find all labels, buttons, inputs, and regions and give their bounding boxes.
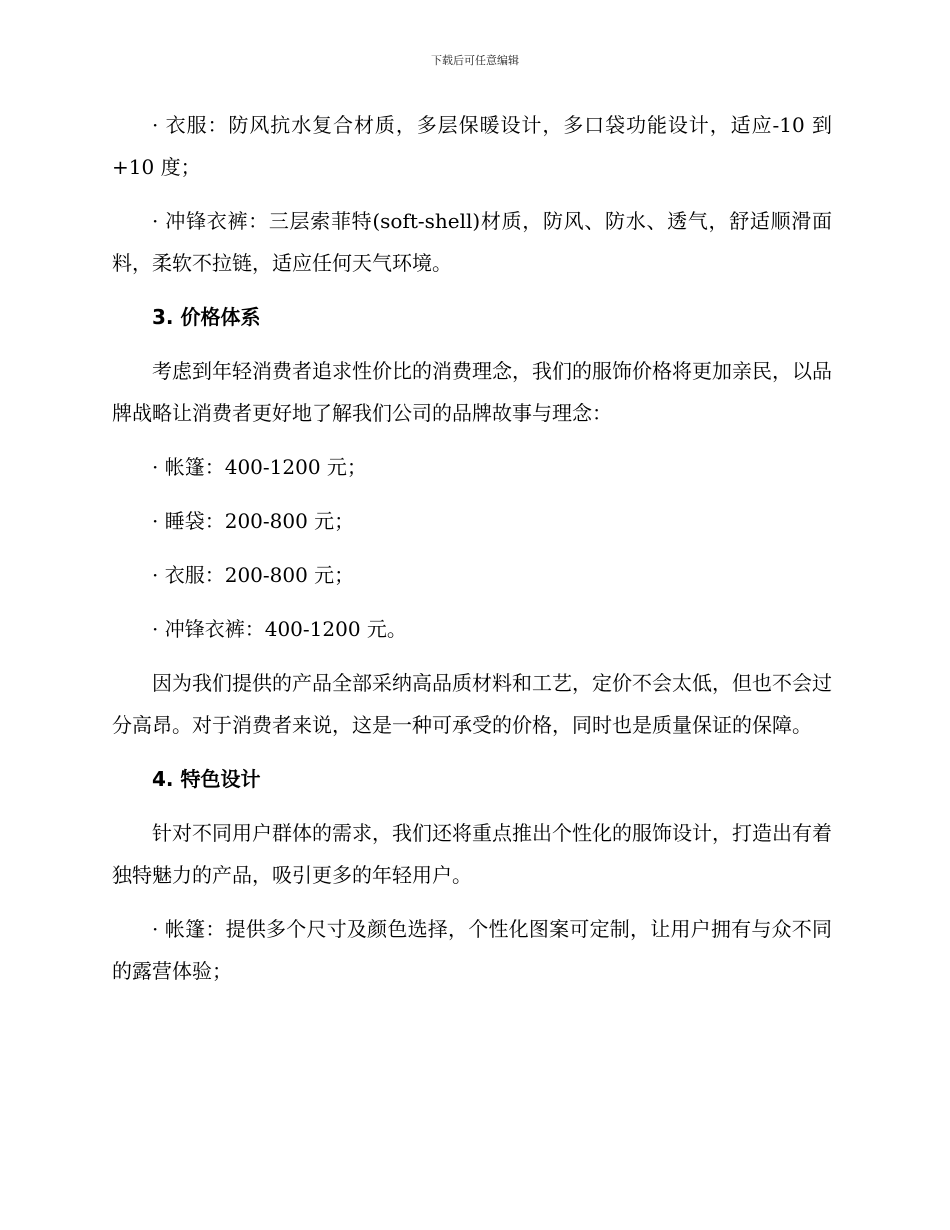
page-header: 下载后可任意编辑 xyxy=(431,54,519,67)
price-item-sleeping-bag: · 睡袋：200-800 元； xyxy=(152,509,355,533)
bullet-clothing-material: · 衣服：防风抗水复合材质，多层保暖设计，多口袋功能设计，适应-10 到 +10 度； xyxy=(112,113,832,179)
price-item-clothing: · 衣服：200-800 元； xyxy=(152,563,355,587)
price-item-tent: · 帐篷：400-1200 元； xyxy=(152,455,367,479)
features-intro-paragraph: 针对不同用户群体的需求，我们还将重点推出个性化的服饰设计，打造出有着独特魅力的产品，吸引更多的年轻用户。 xyxy=(112,821,832,887)
document-body xyxy=(112,104,832,1004)
bullet-jacket-material: · 冲锋衣裤：三层索菲特(soft-shell)材质，防风、防水、透气，舒适顺滑面料，柔软不拉链，适应任何天气环境。 xyxy=(112,209,832,275)
feature-item-tent: · 帐篷：提供多个尺寸及颜色选择，个性化图案可定制，让用户拥有与众不同的露营体验； xyxy=(112,917,832,983)
pricing-rationale-paragraph: 因为我们提供的产品全部采纳高品质材料和工艺，定价不会太低，但也不会过分高昂。对于消费者来说，这是一种可承受的价格，同时也是质量保证的保障。 xyxy=(112,671,832,737)
pricing-intro-paragraph: 考虑到年轻消费者追求性价比的消费理念，我们的服饰价格将更加亲民，以品牌战略让消费者更好地了解我们公司的品牌故事与理念： xyxy=(112,359,832,425)
section-heading-features: 4. 特色设计 xyxy=(152,767,261,791)
section-heading-pricing: 3. 价格体系 xyxy=(152,305,261,329)
price-item-jacket: · 冲锋衣裤：400-1200 元。 xyxy=(152,617,407,641)
